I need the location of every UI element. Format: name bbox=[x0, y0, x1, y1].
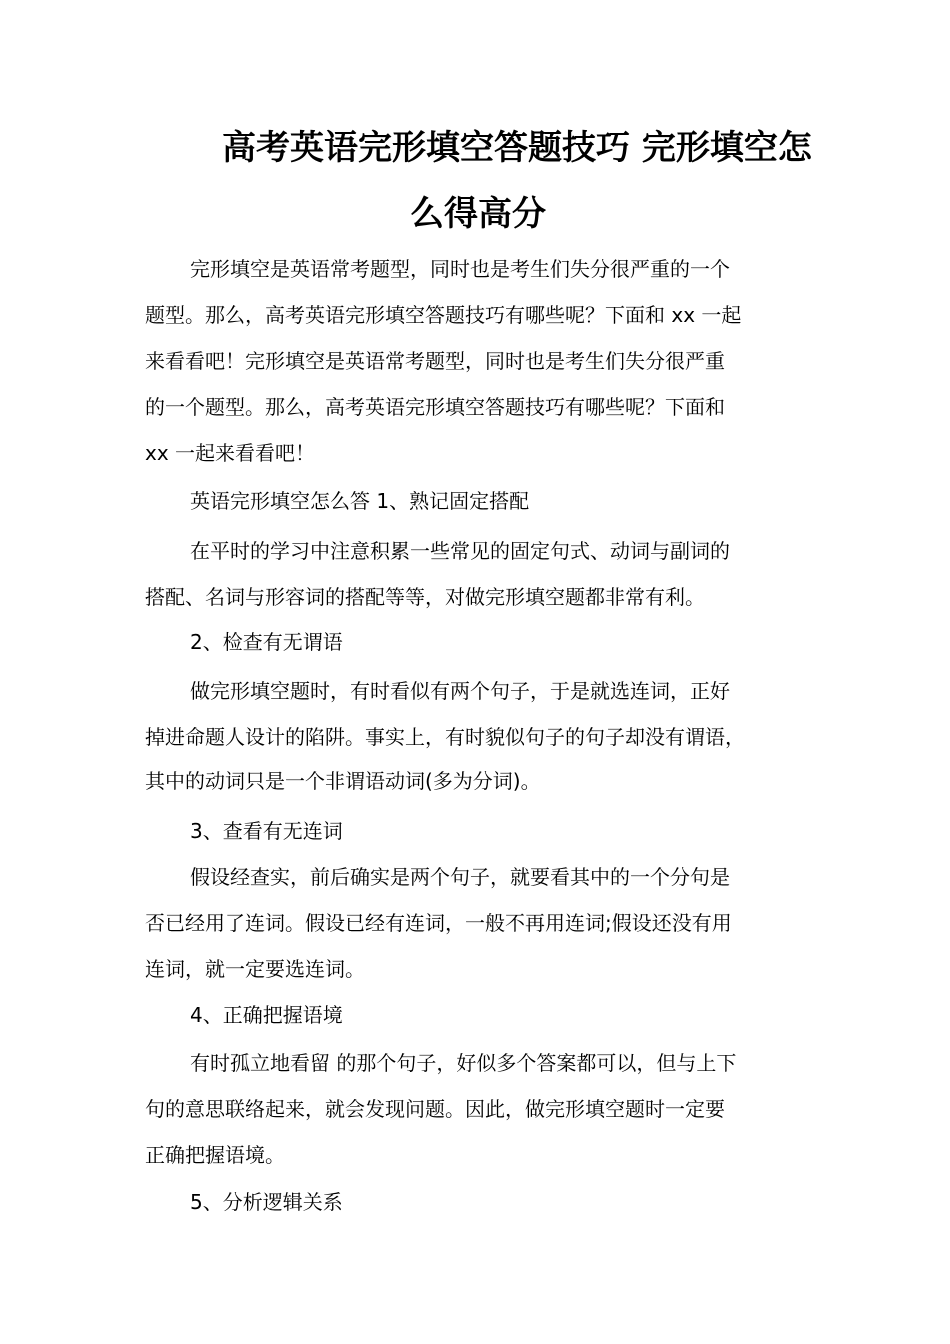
paragraph-line: 完形填空是英语常考题型，同时也是考生们失分很严重的一个 bbox=[190, 257, 730, 281]
paragraph-line: 的一个题型。那么，高考英语完形填空答题技巧有哪些呢？下面和 bbox=[145, 395, 725, 419]
section-heading: 英语完形填空怎么答 1、熟记固定搭配 bbox=[190, 489, 530, 513]
paragraph-line: 题型。那么，高考英语完形填空答题技巧有哪些呢？下面和 xx 一起 bbox=[145, 303, 742, 327]
paragraph-line: 否已经用了连词。假设已经有连词，一般不再用连词;假设还没有用 bbox=[145, 911, 732, 935]
paragraph-line: 正确把握语境。 bbox=[145, 1143, 285, 1167]
paragraph-line: 其中的动词只是一个非谓语动词(多为分词)。 bbox=[145, 769, 541, 793]
paragraph-line: 来看看吧！完形填空是英语常考题型，同时也是考生们失分很严重 bbox=[145, 349, 725, 373]
section-heading: 5、分析逻辑关系 bbox=[190, 1190, 343, 1214]
paragraph-line: 有时孤立地看留 的那个句子，好似多个答案都可以，但与上下 bbox=[190, 1051, 737, 1075]
section-heading: 2、检查有无谓语 bbox=[190, 630, 343, 654]
paragraph-line: 句的意思联络起来，就会发现问题。因此，做完形填空题时一定要 bbox=[145, 1097, 725, 1121]
paragraph-line: 做完形填空题时，有时看似有两个句子，于是就选连词，正好 bbox=[190, 679, 730, 703]
document-title-line-2: 么得高分 bbox=[410, 194, 546, 234]
paragraph-line: 假设经查实，前后确实是两个句子，就要看其中的一个分句是 bbox=[190, 865, 730, 889]
paragraph-line: 掉进命题人设计的陷阱。事实上，有时貌似句子的句子却没有谓语， bbox=[145, 725, 745, 749]
section-heading: 3、查看有无连词 bbox=[190, 819, 343, 843]
paragraph-line: 在平时的学习中注意积累一些常见的固定句式、动词与副词的 bbox=[190, 539, 730, 563]
paragraph-line: 搭配、名词与形容词的搭配等等，对做完形填空题都非常有利。 bbox=[145, 585, 705, 609]
paragraph-line: 连词，就一定要选连词。 bbox=[145, 957, 365, 981]
document-title-line-1: 高考英语完形填空答题技巧 完形填空怎 bbox=[222, 128, 812, 168]
section-heading: 4、正确把握语境 bbox=[190, 1003, 343, 1027]
paragraph-line: xx 一起来看看吧！ bbox=[145, 441, 316, 465]
